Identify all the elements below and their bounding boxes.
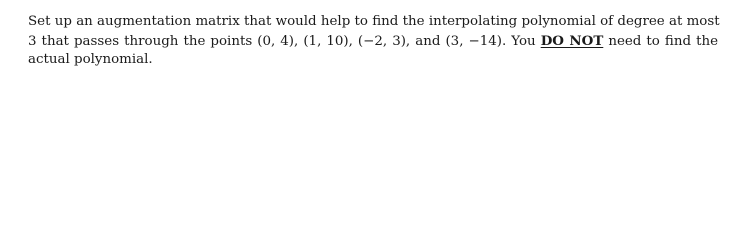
problem-line-1: Set up an augmentation matrix that would help to find the interpolating polynomial of degree at most [28,14,720,29]
problem-text-points: 3 that passes through the points (0, 4), (1, 10), (−2, 3), and (3, −14). You [28,33,541,49]
problem-line-2 [28,32,718,52]
problem-line-3: actual polynomial. [28,52,153,67]
emphasis-do-not: DO NOT [540,32,604,49]
problem-text-tail: need to find the [603,33,718,49]
problem-statement [28,13,718,70]
